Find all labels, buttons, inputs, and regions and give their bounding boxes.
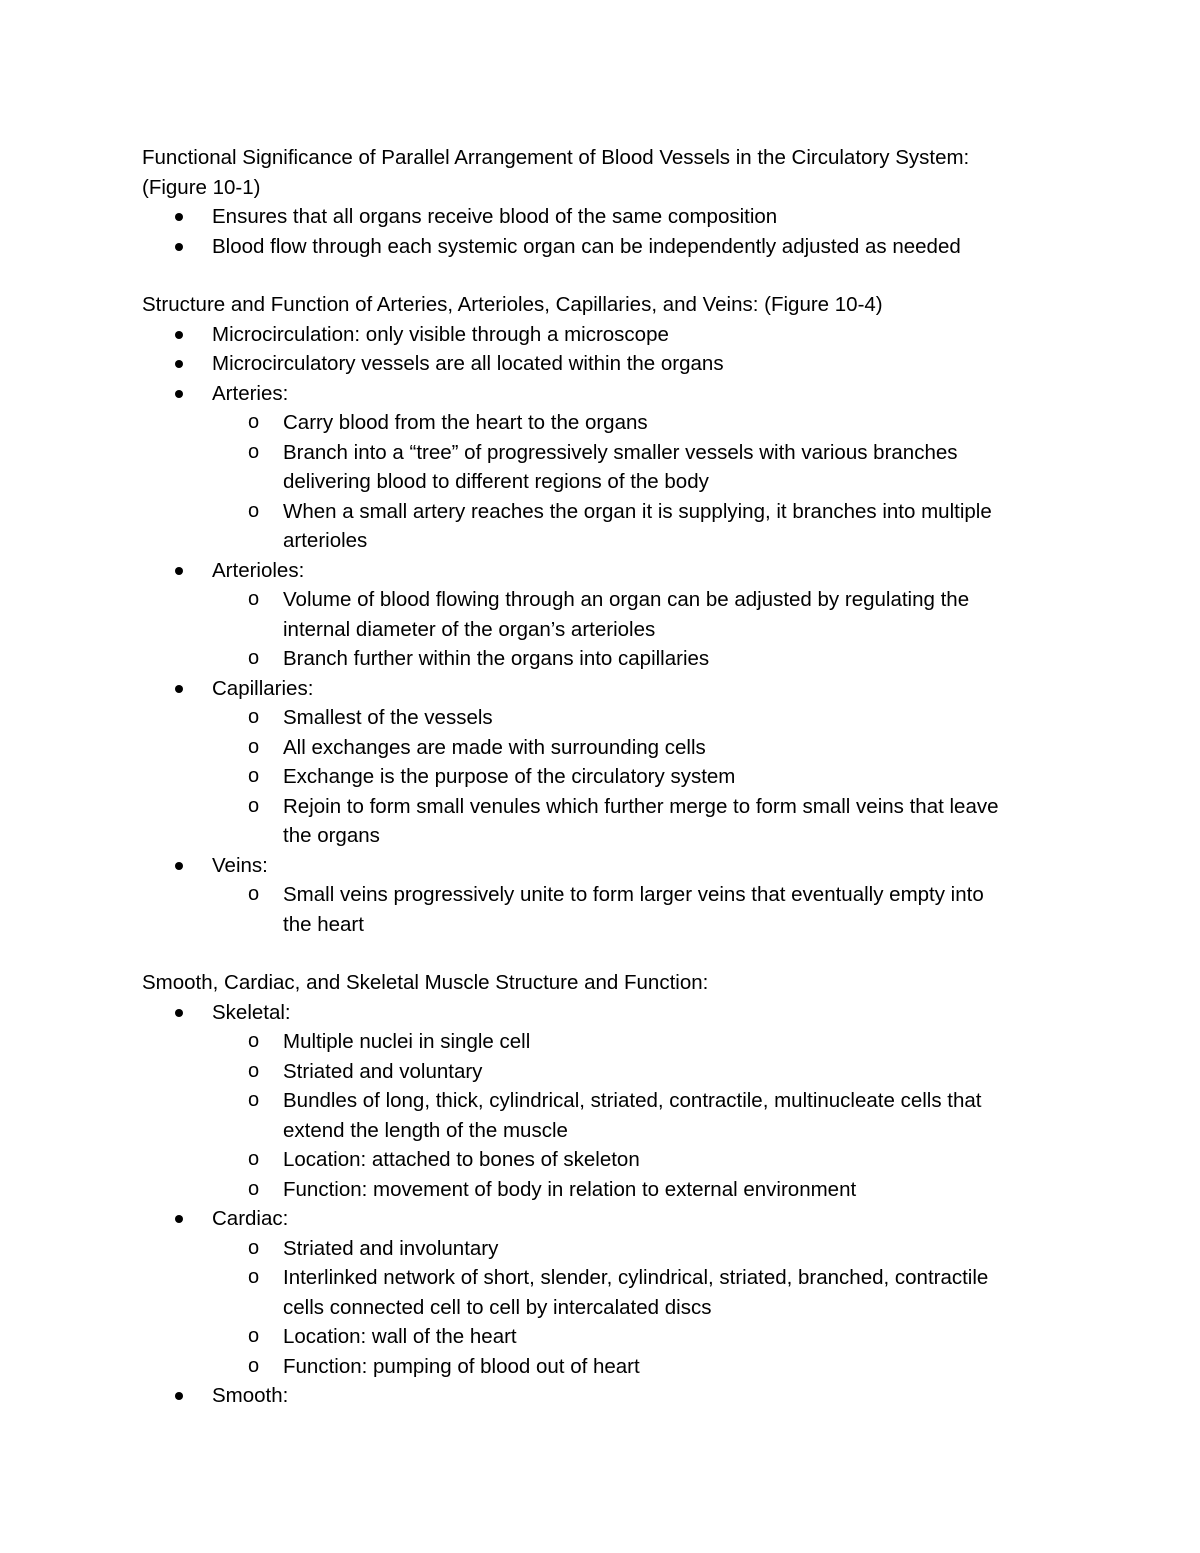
bullet-item-arterioles: Arterioles:	[142, 556, 1062, 586]
sub-bullet-continuation: internal diameter of the organ’s arterioles	[283, 617, 656, 641]
bullet-item: Microcirculatory vessels are all located within the organs	[142, 349, 1062, 379]
sub-bullet-continuation: arterioles	[283, 529, 368, 552]
bullet-item: Blood flow through each systemic organ can be independently adjusted as needed	[142, 232, 1062, 262]
bullet-item-veins: Veins:	[142, 851, 1062, 881]
bullet-item-arteries: Arteries:	[142, 379, 1062, 409]
section-parallel-arrangement	[142, 143, 1062, 261]
sub-bullet-continuation: the organs	[283, 824, 380, 847]
sub-bullet-item: o When a small artery reaches the organ it is supplying, it branches into multiple	[142, 497, 1062, 527]
sub-bullet-item: o Exchange is the purpose of the circulatory system	[142, 762, 1062, 792]
sub-bullet-continuation: extend the length of the muscle	[283, 1118, 568, 1142]
sub-bullet-item: o Small veins progressively unite to form larger veins that eventually empty into	[142, 880, 1062, 910]
sub-bullet-continuation: the heart	[283, 912, 364, 936]
sub-bullet-item: o Smallest of the vessels	[142, 703, 1062, 733]
sub-bullet-marker: o	[248, 1059, 260, 1082]
section-title: Smooth, Cardiac, and Skeletal Muscle Structure and Function:	[142, 971, 709, 994]
sub-bullet-item: o Bundles of long, thick, cylindrical, striated, contractile, multinucleate cells that	[142, 1086, 1062, 1116]
section-title: Functional Significance of Parallel Arrangement of Blood Vessels in the Circulatory System:	[142, 146, 970, 169]
sub-bullet-item: o Interlinked network of short, slender, cylindrical, striated, branched, contractile	[142, 1263, 1062, 1293]
sub-bullet-item: o Striated and involuntary	[142, 1234, 1062, 1264]
sub-bullet-item: o Multiple nuclei in single cell	[142, 1027, 1062, 1057]
sub-bullet-marker: o	[248, 1325, 260, 1347]
sub-bullet-item: o Location: attached to bones of skeleton	[142, 1145, 1062, 1175]
bullet-item: Ensures that all organs receive blood of the same composition	[142, 202, 1062, 232]
sub-bullet-marker: o	[248, 706, 260, 728]
notes-content	[142, 143, 1062, 1411]
sub-bullet-marker: o	[248, 1236, 260, 1259]
sub-bullet-marker: o	[248, 1177, 260, 1200]
sub-bullet-marker: o	[248, 647, 260, 669]
sub-bullet-marker: o	[248, 735, 260, 758]
sub-bullet-item: o Striated and voluntary	[142, 1057, 1062, 1087]
section-subtitle: (Figure 10-1)	[142, 175, 261, 199]
sub-bullet-marker: o	[248, 794, 260, 817]
sub-bullet-item: o Carry blood from the heart to the organs	[142, 408, 1062, 438]
sub-bullet-marker: o	[248, 440, 260, 463]
sub-bullet-item: o Volume of blood flowing through an organ can be adjusted by regulating the	[142, 585, 1062, 615]
sub-bullet-marker: o	[248, 883, 260, 905]
section-title: Structure and Function of Arteries, Arterioles, Capillaries, and Veins: (Figure 10-4)	[142, 293, 883, 316]
sub-bullet-marker: o	[248, 1089, 260, 1111]
bullet-item-capillaries: Capillaries:	[142, 674, 1062, 704]
bullet-item-smooth: Smooth:	[142, 1381, 1062, 1411]
sub-bullet-item: o Location: wall of the heart	[142, 1322, 1062, 1352]
sub-bullet-marker: o	[248, 411, 260, 433]
sub-bullet-item: o Branch into a “tree” of progressively smaller vessels with various branches	[142, 438, 1062, 468]
bullet-item: Microcirculation: only visible through a microscope	[142, 320, 1062, 350]
bullet-item-skeletal: Skeletal:	[142, 998, 1062, 1028]
sub-bullet-marker: o	[248, 1266, 260, 1288]
sub-bullet-marker: o	[248, 1148, 260, 1170]
sub-bullet-continuation: cells connected cell to cell by intercalated discs	[283, 1295, 712, 1319]
sub-bullet-marker: o	[248, 499, 260, 522]
sub-bullet-item: o All exchanges are made with surrounding cells	[142, 733, 1062, 763]
section-vessel-structure	[142, 290, 1062, 939]
section-muscle-types	[142, 968, 1062, 1411]
sub-bullet-item: o Function: pumping of blood out of heart	[142, 1352, 1062, 1382]
sub-bullet-marker: o	[248, 588, 260, 610]
sub-bullet-item: o Function: movement of body in relation to external environment	[142, 1175, 1062, 1205]
sub-bullet-marker: o	[248, 765, 260, 787]
sub-bullet-item: o Rejoin to form small venules which further merge to form small veins that leave	[142, 792, 1062, 822]
sub-bullet-item: o Branch further within the organs into capillaries	[142, 644, 1062, 674]
sub-bullet-continuation: delivering blood to different regions of the body	[283, 470, 709, 493]
bullet-item-cardiac: Cardiac:	[142, 1204, 1062, 1234]
sub-bullet-marker: o	[248, 1354, 260, 1377]
sub-bullet-marker: o	[248, 1030, 260, 1052]
